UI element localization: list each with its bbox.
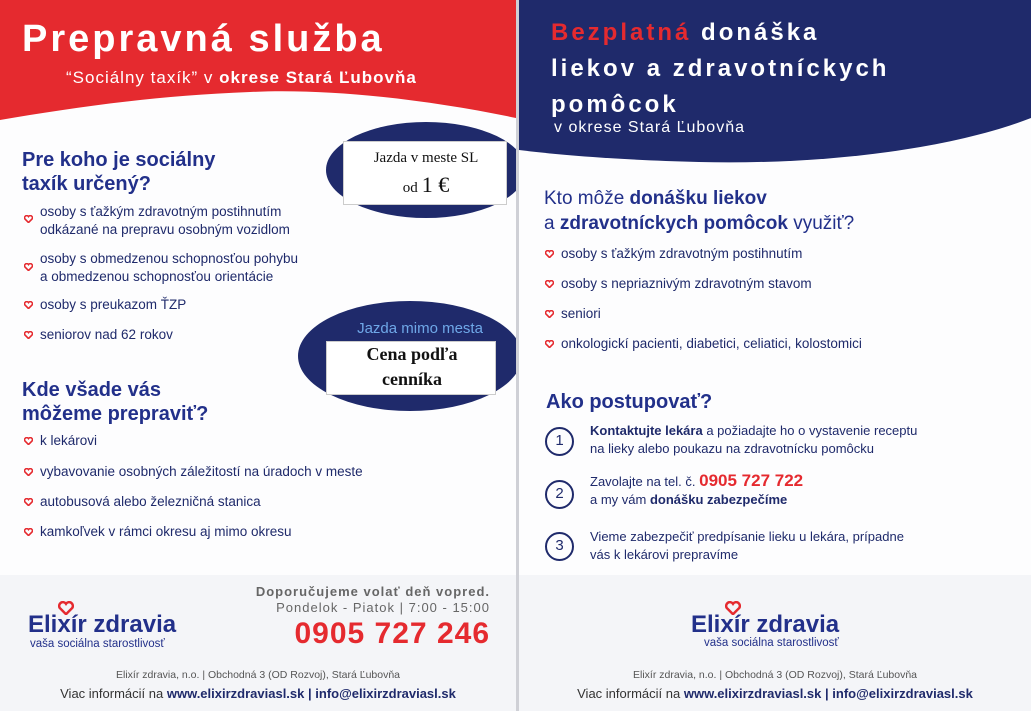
contact-line (519, 686, 1031, 701)
right-who-item-2: osoby s nepriaznivým zdravotným stavom (561, 276, 812, 291)
right-who-item-3: seniori (561, 306, 601, 321)
where-item-4: kamkoľvek v rámci okresu aj mimo okresu (40, 524, 292, 539)
heart-bullet-icon (24, 468, 33, 476)
heart-bullet-icon (24, 437, 33, 445)
title-delivery: donáška (701, 19, 820, 46)
price-city-box (343, 141, 507, 205)
taxi-phone[interactable]: 0905 727 246 (294, 617, 490, 650)
step-1-rest: a požiadajte ho o vystavenie receptu (706, 423, 918, 438)
heart-bullet-icon (24, 528, 33, 536)
title-line3: pomôcok (551, 91, 679, 118)
delivery-phone[interactable]: 0905 727 722 (699, 471, 804, 490)
more-info-label: Viac informácií na (60, 686, 164, 701)
right-who-item-1: osoby s ťažkým zdravotným postihnutím (561, 246, 803, 261)
who-can-d: zdravotníckych pomôcok (559, 213, 788, 234)
who-heading (22, 148, 215, 196)
step-2-line2-a: a my vám (590, 492, 647, 507)
brand-name: Elixír zdravia (28, 611, 177, 638)
heart-bullet-icon (545, 280, 554, 288)
step-2-line2-b: donášku zabezpečíme (649, 492, 788, 507)
title-line2: liekov a zdravotníckych (551, 55, 890, 82)
price-city-label: Jazda v meste SL (373, 150, 479, 166)
who-item-1-line2: odkázané na prepravu osobným vozidlom (40, 222, 290, 237)
who-heading-line1: Pre koho je sociálny (22, 149, 216, 171)
who-item-1 (40, 203, 290, 239)
right-flyer (519, 0, 1031, 711)
step-2-text-a: Zavolajte na tel. č. (590, 474, 696, 489)
opening-hours: Pondelok - Piatok | 7:00 - 15:00 (276, 600, 490, 615)
who-can-c: a (544, 213, 555, 234)
where-item-1: k lekárovi (40, 433, 98, 448)
step-1-line2: na lieky alebo poukazu na zdravotnícku pomôcku (590, 441, 875, 456)
heart-bullet-icon (24, 331, 33, 339)
step-1-bold: Kontaktujte lekára (590, 423, 703, 438)
where-item-2: vybavovanie osobných záležitostí na úradoch v meste (40, 464, 363, 479)
where-heading-line1: Kde všade vás (22, 379, 161, 401)
price-city-from: od (402, 180, 418, 196)
recommend-text: Doporučujeme volať deň vopred. (255, 584, 490, 599)
website-link[interactable]: www.elixirzdraviasl.sk (166, 686, 305, 701)
where-item-3: autobusová alebo železničná stanica (40, 494, 261, 509)
heart-bullet-icon (24, 263, 33, 271)
step-3-number: 3 (545, 532, 574, 561)
where-heading (22, 378, 208, 426)
who-can-e: využiť? (793, 213, 855, 234)
right-who-item-4: onkologickí pacienti, diabetici, celiatici, kolostomici (561, 336, 862, 351)
heart-bullet-icon (545, 250, 554, 258)
price-out-line2: cenníka (381, 369, 442, 389)
heart-bullet-icon (545, 310, 554, 318)
heart-bullet-icon (24, 215, 33, 223)
subtitle-district: okrese Stará Ľubovňa (219, 68, 417, 87)
step-3-line2: vás k lekárovi prepravíme (590, 547, 739, 562)
who-heading-line2: taxík určený? (22, 173, 151, 195)
heart-bullet-icon (24, 498, 33, 506)
price-city-amount (344, 172, 508, 198)
step-2-text (590, 472, 803, 509)
heart-bullet-icon (545, 340, 554, 348)
who-item-1-line1: osoby s ťažkým zdravotným postihnutím (40, 204, 282, 219)
more-info-label: Viac informácií na (577, 686, 681, 701)
title-free: Bezplatná (551, 19, 692, 46)
address: Elixír zdravia, n.o. | Obchodná 3 (OD Rozvoj), Stará Ľubovňa (632, 669, 918, 681)
contact-line (0, 686, 516, 701)
who-can-b: donášku liekov (629, 188, 767, 209)
step-3-text (590, 528, 904, 564)
price-city-value: 1 € (421, 172, 450, 197)
who-can-a: Kto môže (544, 188, 625, 209)
who-item-2-line1: osoby s obmedzenou schopnosťou pohybu (40, 251, 298, 266)
brand-tagline: vaša sociálna starostlivosť (30, 638, 165, 650)
contact-separator: | (825, 686, 829, 701)
left-subtitle (66, 68, 417, 88)
right-title (551, 15, 889, 123)
price-out-label: Jazda mimo mesta (357, 320, 483, 337)
step-1-number: 1 (545, 427, 574, 456)
website-link[interactable]: www.elixirzdraviasl.sk (683, 686, 822, 701)
step-1-text (590, 422, 917, 458)
who-item-2-line2: a obmedzenou schopnosťou orientácie (40, 269, 274, 284)
left-title: Prepravná služba (22, 18, 385, 60)
heart-bullet-icon (24, 301, 33, 309)
email-link[interactable]: info@elixirzdraviasl.sk (832, 686, 973, 701)
address: Elixír zdravia, n.o. | Obchodná 3 (OD Rozvoj), Stará Ľubovňa (115, 669, 401, 681)
right-subtitle: v okrese Stará Ľubovňa (554, 119, 745, 136)
how-heading: Ako postupovať? (546, 391, 713, 413)
who-item-4: seniorov nad 62 rokov (40, 327, 173, 342)
step-3-line1: Vieme zabezpečiť predpísanie lieku u lekára, prípadne (590, 529, 904, 544)
contact-separator: | (308, 686, 312, 701)
where-heading-line2: môžeme prepraviť? (22, 403, 209, 425)
price-out-line1: Cena podľa (366, 344, 458, 364)
who-item-3: osoby s preukazom ŤZP (40, 297, 187, 312)
email-link[interactable]: info@elixirzdraviasl.sk (315, 686, 456, 701)
step-2-number: 2 (545, 480, 574, 509)
subtitle-quote: “Sociálny taxík” v (66, 68, 214, 87)
who-item-2 (40, 250, 298, 286)
brand-name: Elixír zdravia (691, 611, 840, 638)
price-out-box (326, 341, 496, 395)
who-can-heading (544, 186, 854, 236)
brand-tagline: vaša sociálna starostlivosť (704, 637, 839, 649)
